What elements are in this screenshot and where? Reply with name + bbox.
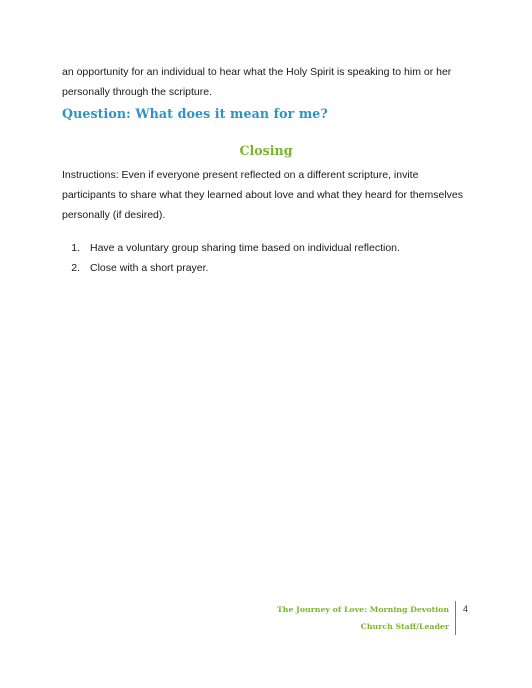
list-item-text: Have a voluntary group sharing time based on individual reflection. xyxy=(90,242,400,254)
page-footer xyxy=(277,601,456,635)
list-item xyxy=(62,258,400,278)
list-item xyxy=(62,238,400,258)
page-number: 4 xyxy=(463,604,469,614)
list-item-number: 2. xyxy=(71,262,80,274)
closing-heading: Closing xyxy=(239,143,293,158)
list-item-number: 1. xyxy=(71,242,80,254)
footer-audience: Church Staff/Leader xyxy=(360,622,449,631)
steps-list xyxy=(62,238,400,278)
instructions-paragraph: Instructions: Even if everyone present reflected on a different scripture, invite participants to share what they learned about love and what they heard for themselves personally (if desired). xyxy=(62,169,463,221)
intro-paragraph: an opportunity for an individual to hear what the Holy Spirit is speaking to him or her personally through the scripture. xyxy=(62,66,452,98)
question-heading: Question: What does it mean for me? xyxy=(62,106,328,121)
footer-title: The Journey of Love: Morning Devotion xyxy=(276,605,449,614)
list-item-text: Close with a short prayer. xyxy=(90,262,209,274)
